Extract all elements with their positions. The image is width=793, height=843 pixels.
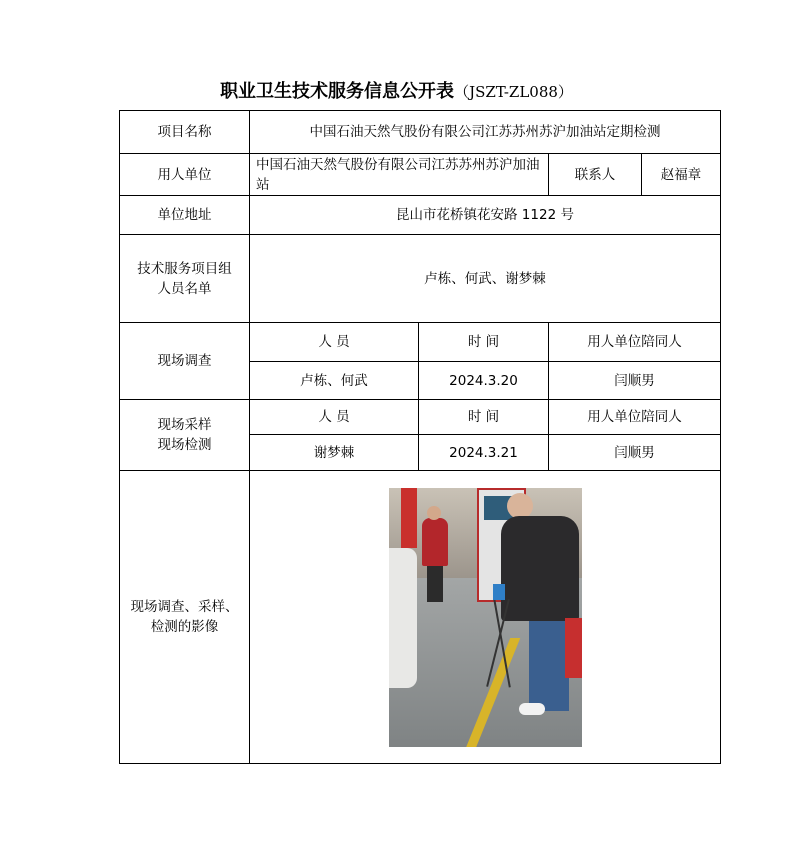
row-employer [120,154,721,196]
row-address [120,196,721,235]
address-value: 昆山市花桥镇花安路 1122 号 [250,196,721,235]
images-cell [250,471,721,764]
employer-value: 中国石油天然气股份有限公司江苏苏州苏沪加油站 [250,154,549,196]
team-value: 卢栋、何武、谢梦棘 [250,235,721,323]
survey-col-escort: 用人单位陪同人 [549,323,721,362]
survey-col-time: 时 间 [419,323,549,362]
contact-value: 赵福章 [642,154,721,196]
sampling-col-escort: 用人单位陪同人 [549,400,721,435]
page-title [0,77,793,103]
sampling-time: 2024.3.21 [419,435,549,471]
sampling-col-time: 时 间 [419,400,549,435]
sampling-escort: 闫顺男 [549,435,721,471]
row-survey-header [120,323,721,362]
survey-col-person: 人 员 [250,323,419,362]
sampling-label-1: 现场采样 [157,417,212,433]
contact-label: 联系人 [549,154,642,196]
row-team [120,235,721,323]
title-main: 职业卫生技术服务信息公开表 [220,81,455,102]
row-sampling-header [120,400,721,435]
survey-person: 卢栋、何武 [250,362,419,400]
sampling-col-person: 人 员 [250,400,419,435]
address-label: 单位地址 [120,196,250,235]
row-images [120,471,721,764]
row-project [120,111,721,154]
info-table [119,110,721,764]
project-label: 项目名称 [120,111,250,154]
survey-escort: 闫顺男 [549,362,721,400]
survey-label: 现场调查 [120,323,250,400]
sampling-label [120,400,250,471]
team-label: 技术服务项目组人员名单 [120,235,250,323]
site-photo [389,488,582,747]
title-code: （JSZT-ZL088） [454,83,573,101]
images-label: 现场调查、采样、检测的影像 [120,471,250,764]
project-value: 中国石油天然气股份有限公司江苏苏州苏沪加油站定期检测 [250,111,721,154]
employer-label: 用人单位 [120,154,250,196]
sampling-label-2: 现场检测 [157,437,212,453]
sampling-person: 谢梦棘 [250,435,419,471]
survey-time: 2024.3.20 [419,362,549,400]
